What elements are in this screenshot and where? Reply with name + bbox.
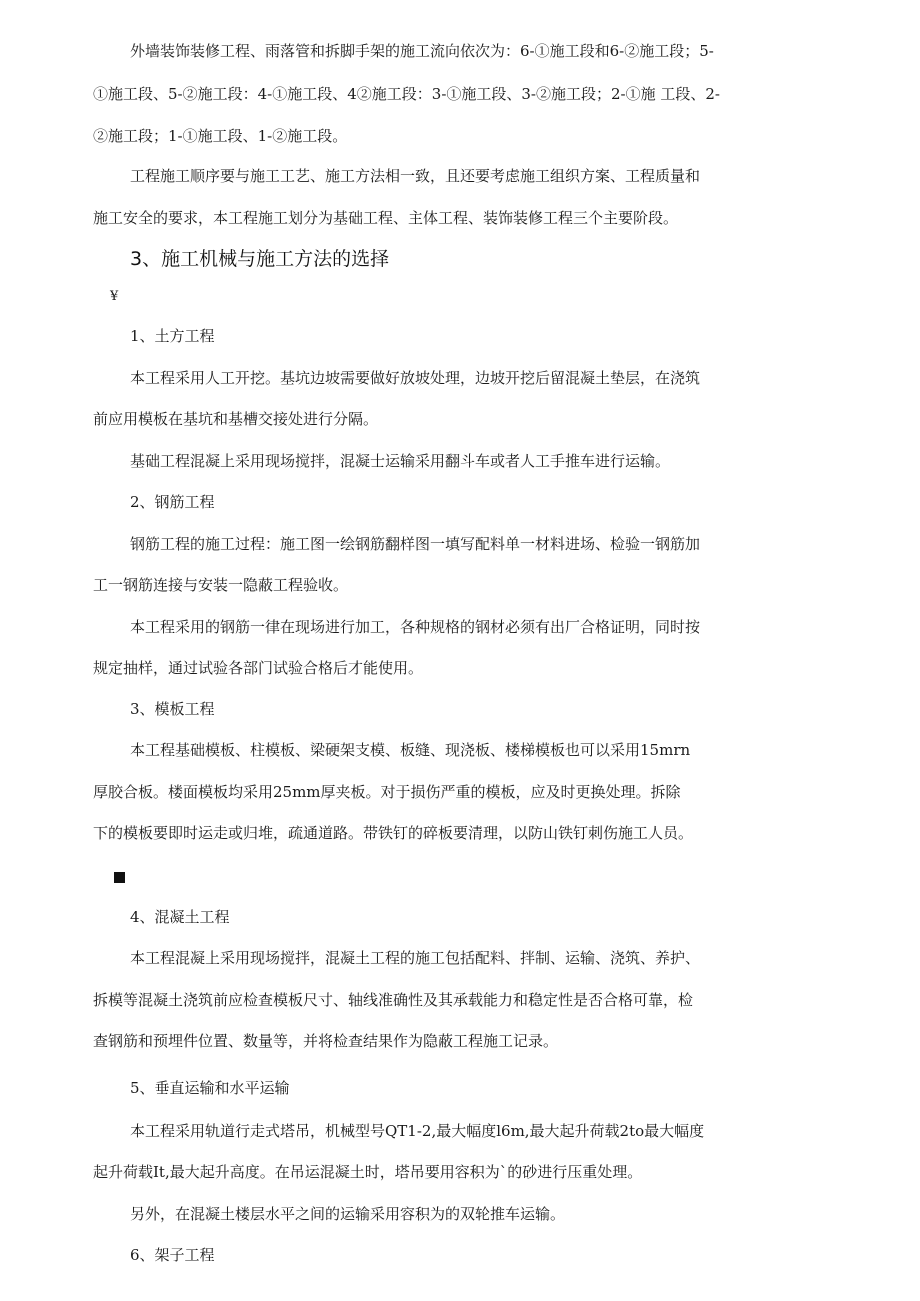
bullet-square-icon bbox=[114, 872, 125, 883]
paragraph-line: 工程施工顺序要与施工工艺、施工方法相一致，且还要考虑施工组织方案、工程质量和 bbox=[130, 167, 701, 185]
paragraph-line: 钢筋工程的施工过程：施工图一绘钢筋翻样图一填写配料单一材料进场、检验一钢筋加 bbox=[130, 535, 701, 553]
paragraph-line: 下的模板要即时运走或归堆，疏通道路。带铁钉的碎板要清理，以防山铁钉刺伤施工人员。 bbox=[93, 824, 694, 842]
paragraph-line: 拆模等混凝土浇筑前应检查模板尺寸、轴线准确性及其承载能力和稳定性是否合格可靠，检 bbox=[93, 991, 694, 1009]
subsection-heading: 6、架子工程 bbox=[130, 1246, 215, 1264]
subsection-heading: 4、混凝土工程 bbox=[130, 908, 230, 926]
paragraph-line: 外墙装饰装修工程、雨落管和拆脚手架的施工流向依次为：6-①施工段和6-②施工段；5- bbox=[130, 42, 714, 60]
paragraph-line: 本工程基础模板、柱模板、梁硬架支模、板缝、现浇板、楼梯模板也可以采用15mrn bbox=[130, 741, 691, 759]
paragraph-line: 厚胶合板。楼面模板均采用25mm厚夹板。对于损伤严重的模板，应及时更换处理。拆除 bbox=[93, 783, 681, 801]
paragraph-line: ②施工段；1-①施工段、1-②施工段。 bbox=[93, 127, 348, 145]
paragraph-line: 本工程混凝上采用现场搅拌，混凝土工程的施工包括配料、拌制、运输、浇筑、养护、 bbox=[130, 949, 701, 967]
paragraph-line: 前应用模板在基坑和基槽交接处进行分隔。 bbox=[93, 410, 379, 428]
subsection-heading: 5、垂直运输和水平运输 bbox=[130, 1079, 290, 1097]
subsection-heading: 2、钢筋工程 bbox=[130, 493, 215, 511]
paragraph-line: 规定抽样，通过试验各部门试验合格后才能使用。 bbox=[93, 659, 424, 677]
subsection-heading: 3、模板工程 bbox=[130, 700, 215, 718]
paragraph-line: 本工程采用的钢筋一律在现场进行加工，各种规格的钢材必须有出厂合格证明，同时按 bbox=[130, 618, 701, 636]
subsection-heading: 1、土方工程 bbox=[130, 327, 215, 345]
paragraph-line: 另外，在混凝土楼层水平之间的运输采用容积为的双轮推车运输。 bbox=[130, 1205, 566, 1223]
section-heading: 3、施工机械与施工方法的选择 bbox=[130, 248, 390, 270]
paragraph-line: 施工安全的要求，本工程施工划分为基础工程、主体工程、装饰装修工程三个主要阶段。 bbox=[93, 209, 679, 227]
paragraph-line: 起升荷载It,最大起升高度。在吊运混凝土时，塔吊要用容积为`的砂进行压重处理。 bbox=[93, 1163, 643, 1181]
paragraph-line: 查钢筋和预埋件位置、数量等，并将检查结果作为隐蔽工程施工记录。 bbox=[93, 1032, 559, 1050]
paragraph-line: ①施工段、5-②施工段：4-①施工段、4②施工段：3-①施工段、3-②施工段；2-①施 工段、2- bbox=[93, 85, 720, 103]
paragraph-line: 工一钢筋连接与安装一隐蔽工程验收。 bbox=[93, 576, 349, 594]
paragraph-line: 本工程采用人工开挖。基坑边坡需要做好放坡处理，边坡开挖后留混凝土垫层，在浇筑 bbox=[130, 369, 701, 387]
paragraph-line: 基础工程混凝上采用现场搅拌，混凝士运输采用翻斗车或者人工手推车进行运输。 bbox=[130, 452, 671, 470]
paragraph-line: 本工程采用轨道行走式塔吊，机械型号QT1-2,最大幅度l6m,最大起升荷载2to最大幅度 bbox=[130, 1122, 705, 1140]
stray-mark: ¥ bbox=[110, 289, 119, 304]
